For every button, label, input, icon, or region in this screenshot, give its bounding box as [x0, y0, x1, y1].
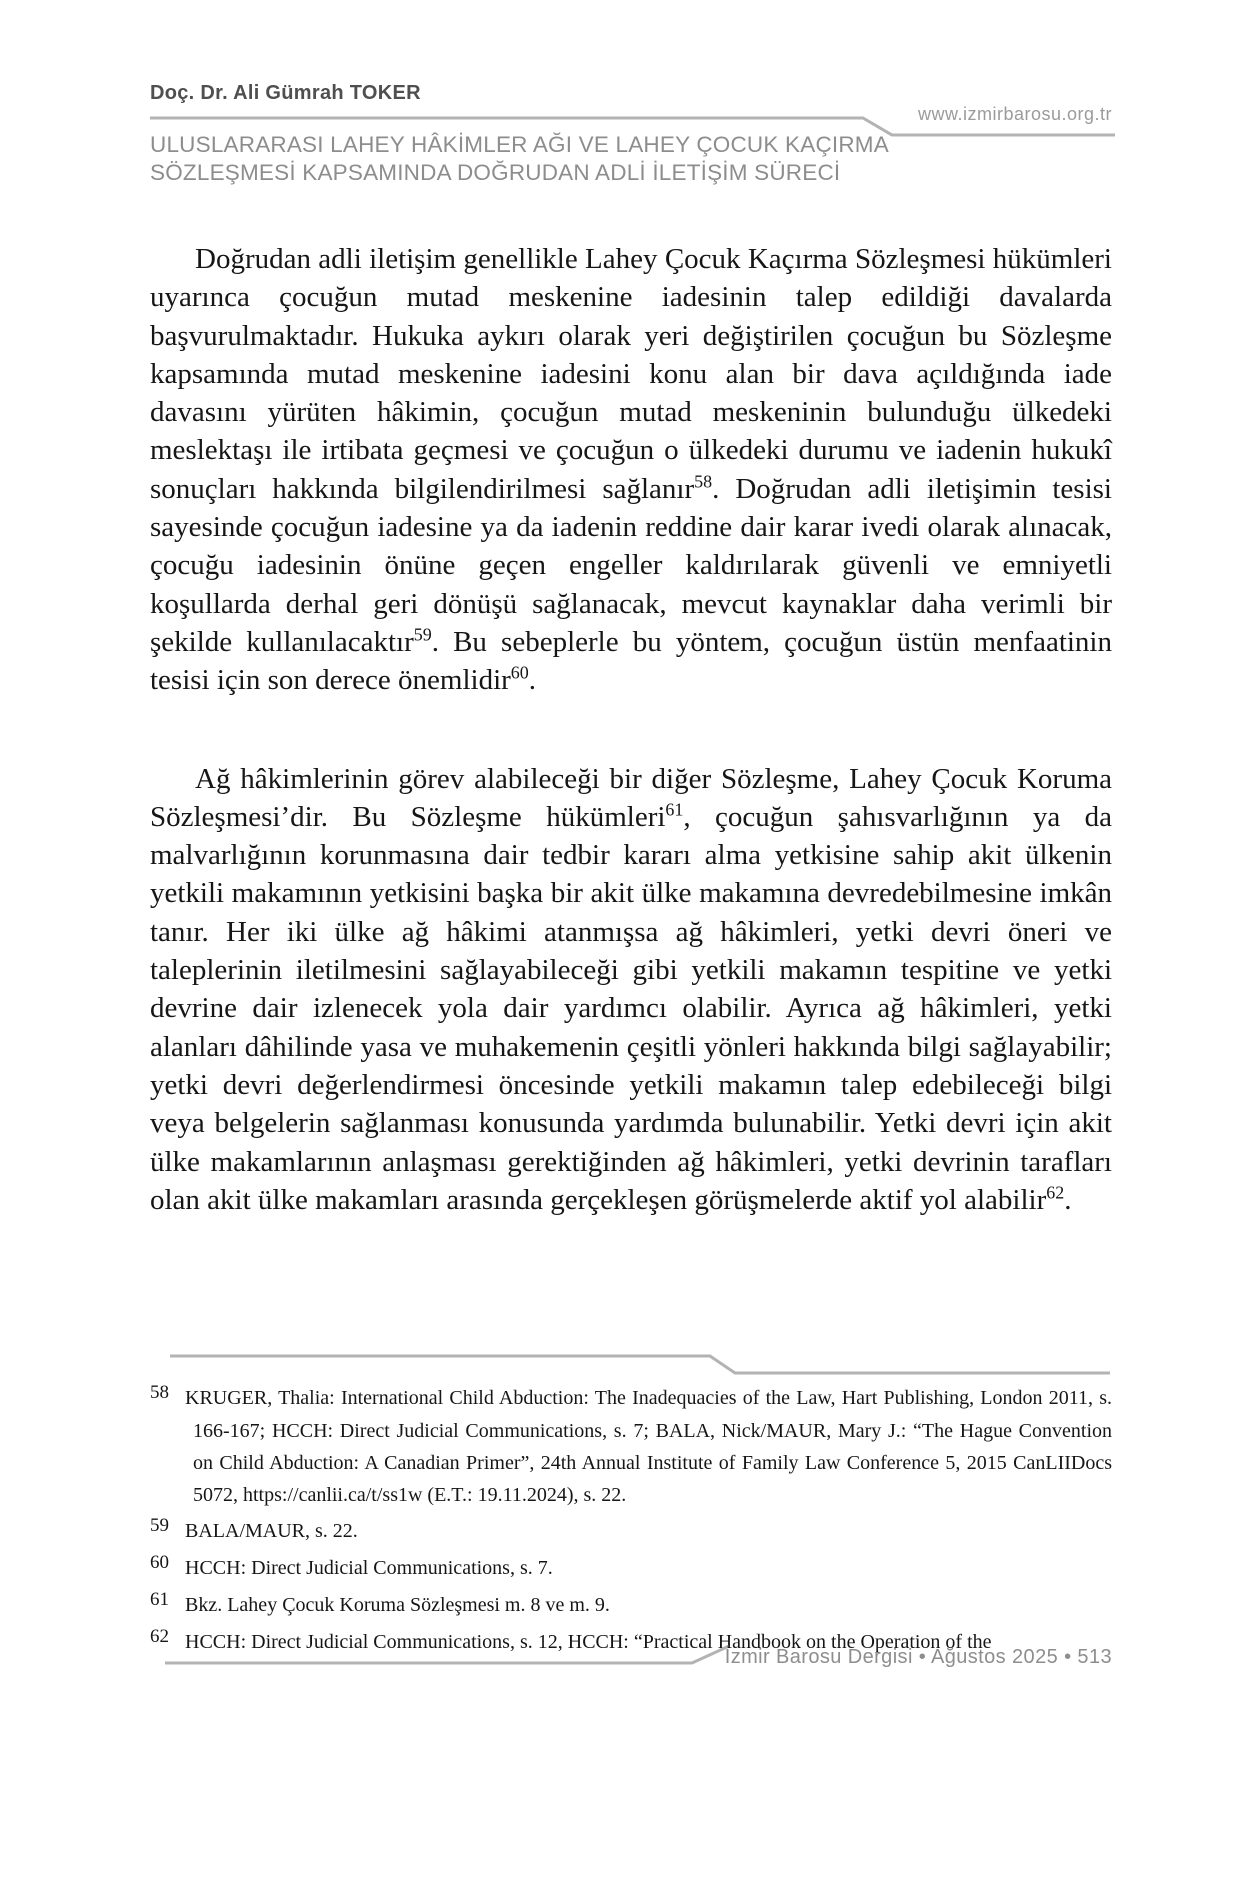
journal-footer-info: İzmir Barosu Dergisi • Ağustos 2025 • 513 [724, 1646, 1112, 1668]
footnote-number: 61 [150, 1589, 169, 1610]
footnote-text: KRUGER, Thalia: International Child Abduction: The Inadequacies of the Law, Hart Publishing, London 2011, s. 166-167; HCCH: Direct Judicial Communications, s. 7; BALA, Nick/MAUR, Mary J.: “The Hague Convention on Child Abduction: A Canadian Primer”, 24th Annual Institute of Family Law Conference 5, 2015 CanLIIDocs 5072, https://canlii.ca/t/ss1w (E.T.: 19.11.2024), s. 22. [185, 1387, 1112, 1506]
footnote-59 [150, 1515, 1112, 1548]
footnote-58 [150, 1382, 1112, 1511]
footnote-ref-58: 58 [694, 471, 713, 492]
article-title [150, 131, 1140, 187]
footnote-text: BALA/MAUR, s. 22. [185, 1520, 358, 1542]
footnote-ref-62: 62 [1046, 1182, 1065, 1203]
footnote-ref-60: 60 [510, 662, 529, 683]
body-paragraphs [150, 240, 1112, 1219]
body-paragraph: Doğrudan adli iletişim genellikle Lahey Çocuk Kaçırma Sözleşmesi hükümleri uyarınca çocuğun mutad meskenine iadesinin talep edildiği davalarda başvurulmaktadır. Hukuka aykırı olarak yeri değiştirilen çocuğun bu Sözleşme kapsamında mutad meskenine iadesini konu alan bir dava açıldığında iade davasını yürüten hâkimin, çocuğun mutad meskeninin bulunduğu ülkedeki meslektaşı ile irtibata geçmesi ve çocuğun o ülkedeki durumu ve iadenin hukukî sonuçları hakkında bilgilendirilmesi sağlanır$^{58}$. Doğrudan adli iletişimin tesisi sayesinde çocuğun iadesine ya da iadenin reddine dair karar ivedi olarak alınacak, çocuğu iadesinin önüne geçen engeller kaldırılarak güvenli ve emniyetli koşullarda derhal geri dönüşü sağlanacak, mevcut kaynaklar daha verimli bir şekilde kullanılacaktır$^{59}$. Bu sebeplerle bu yöntem, çocuğun üstün menfaatinin tesisi için son derece önemlidir$^{60}$. [150, 243, 1112, 697]
footnote-61 [150, 1589, 1112, 1622]
author-name: Doç. Dr. Ali Gümrah TOKER [150, 82, 421, 104]
footnote-text: Bkz. Lahey Çocuk Koruma Sözleşmesi m. 8 ve m. 9. [185, 1594, 610, 1616]
footnote-number: 60 [150, 1552, 169, 1573]
footnote-text: HCCH: Direct Judicial Communications, s. 7. [185, 1557, 553, 1579]
footnote-number: 62 [150, 1626, 169, 1647]
article-title-line1: ULUSLARARASI LAHEY HÂKİMLER AĞI VE LAHEY ÇOCUK KAÇIRMA [150, 132, 889, 157]
footnote-ref-61: 61 [665, 799, 684, 820]
article-title-line2: SÖZLEŞMESİ KAPSAMINDA DOĞRUDAN ADLİ İLETİŞİM SÜRECİ [150, 160, 841, 185]
journal-website-url: www.izmirbarosu.org.tr [917, 104, 1112, 124]
footnote-divider-line [150, 1352, 1115, 1378]
footnotes-section [150, 1382, 1112, 1663]
footnote-ref-59: 59 [413, 624, 432, 645]
footnote-number: 58 [150, 1382, 169, 1403]
footnote-number: 59 [150, 1515, 169, 1536]
footnote-60 [150, 1552, 1112, 1585]
body-paragraph: Ağ hâkimlerinin görev alabileceği bir diğer Sözleşme, Lahey Çocuk Koruma Sözleşmesi’dir. Bu Sözleşme hükümleri$^{61}$, çocuğun şahısvarlığının ya da malvarlığının korunmasına dair tedbir kararı alma yetkisine sahip akit ülkenin yetkili makamının yetkisini başka bir akit ülke makamına devredebilmesine imkân tanır. Her iki ülke ağ hâkimi atanmışsa ağ hâkimleri, yetki devri öneri ve taleplerinin iletilmesini sağlayabileceği gibi yetkili makamın tespitine ve yetki devrine dair izlenecek yola dair yardımcı olabilir. Ayrıca ağ hâkimleri, yetki alanları dâhilinde yasa ve muhakemenin çeşitli yönleri hakkında bilgi sağlayabilir; yetki devri değerlendirmesi öncesinde yetkili makamın talep edebileceği bilgi veya belgelerin sağlanması konusunda yardımda bulunabilir. Yetki devri için akit ülke makamlarının anlaşması gerektiğinden ağ hâkimleri, yetki devrinin tarafları olan akit ülke makamları arasında gerçekleşen görüşmelerde aktif yol alabilir$^{62}$. [150, 762, 1112, 1216]
footnote-text: HCCH: Direct Judicial Communications, s. 12, HCCH: “Practical Handbook on the Operation of the [185, 1631, 992, 1653]
